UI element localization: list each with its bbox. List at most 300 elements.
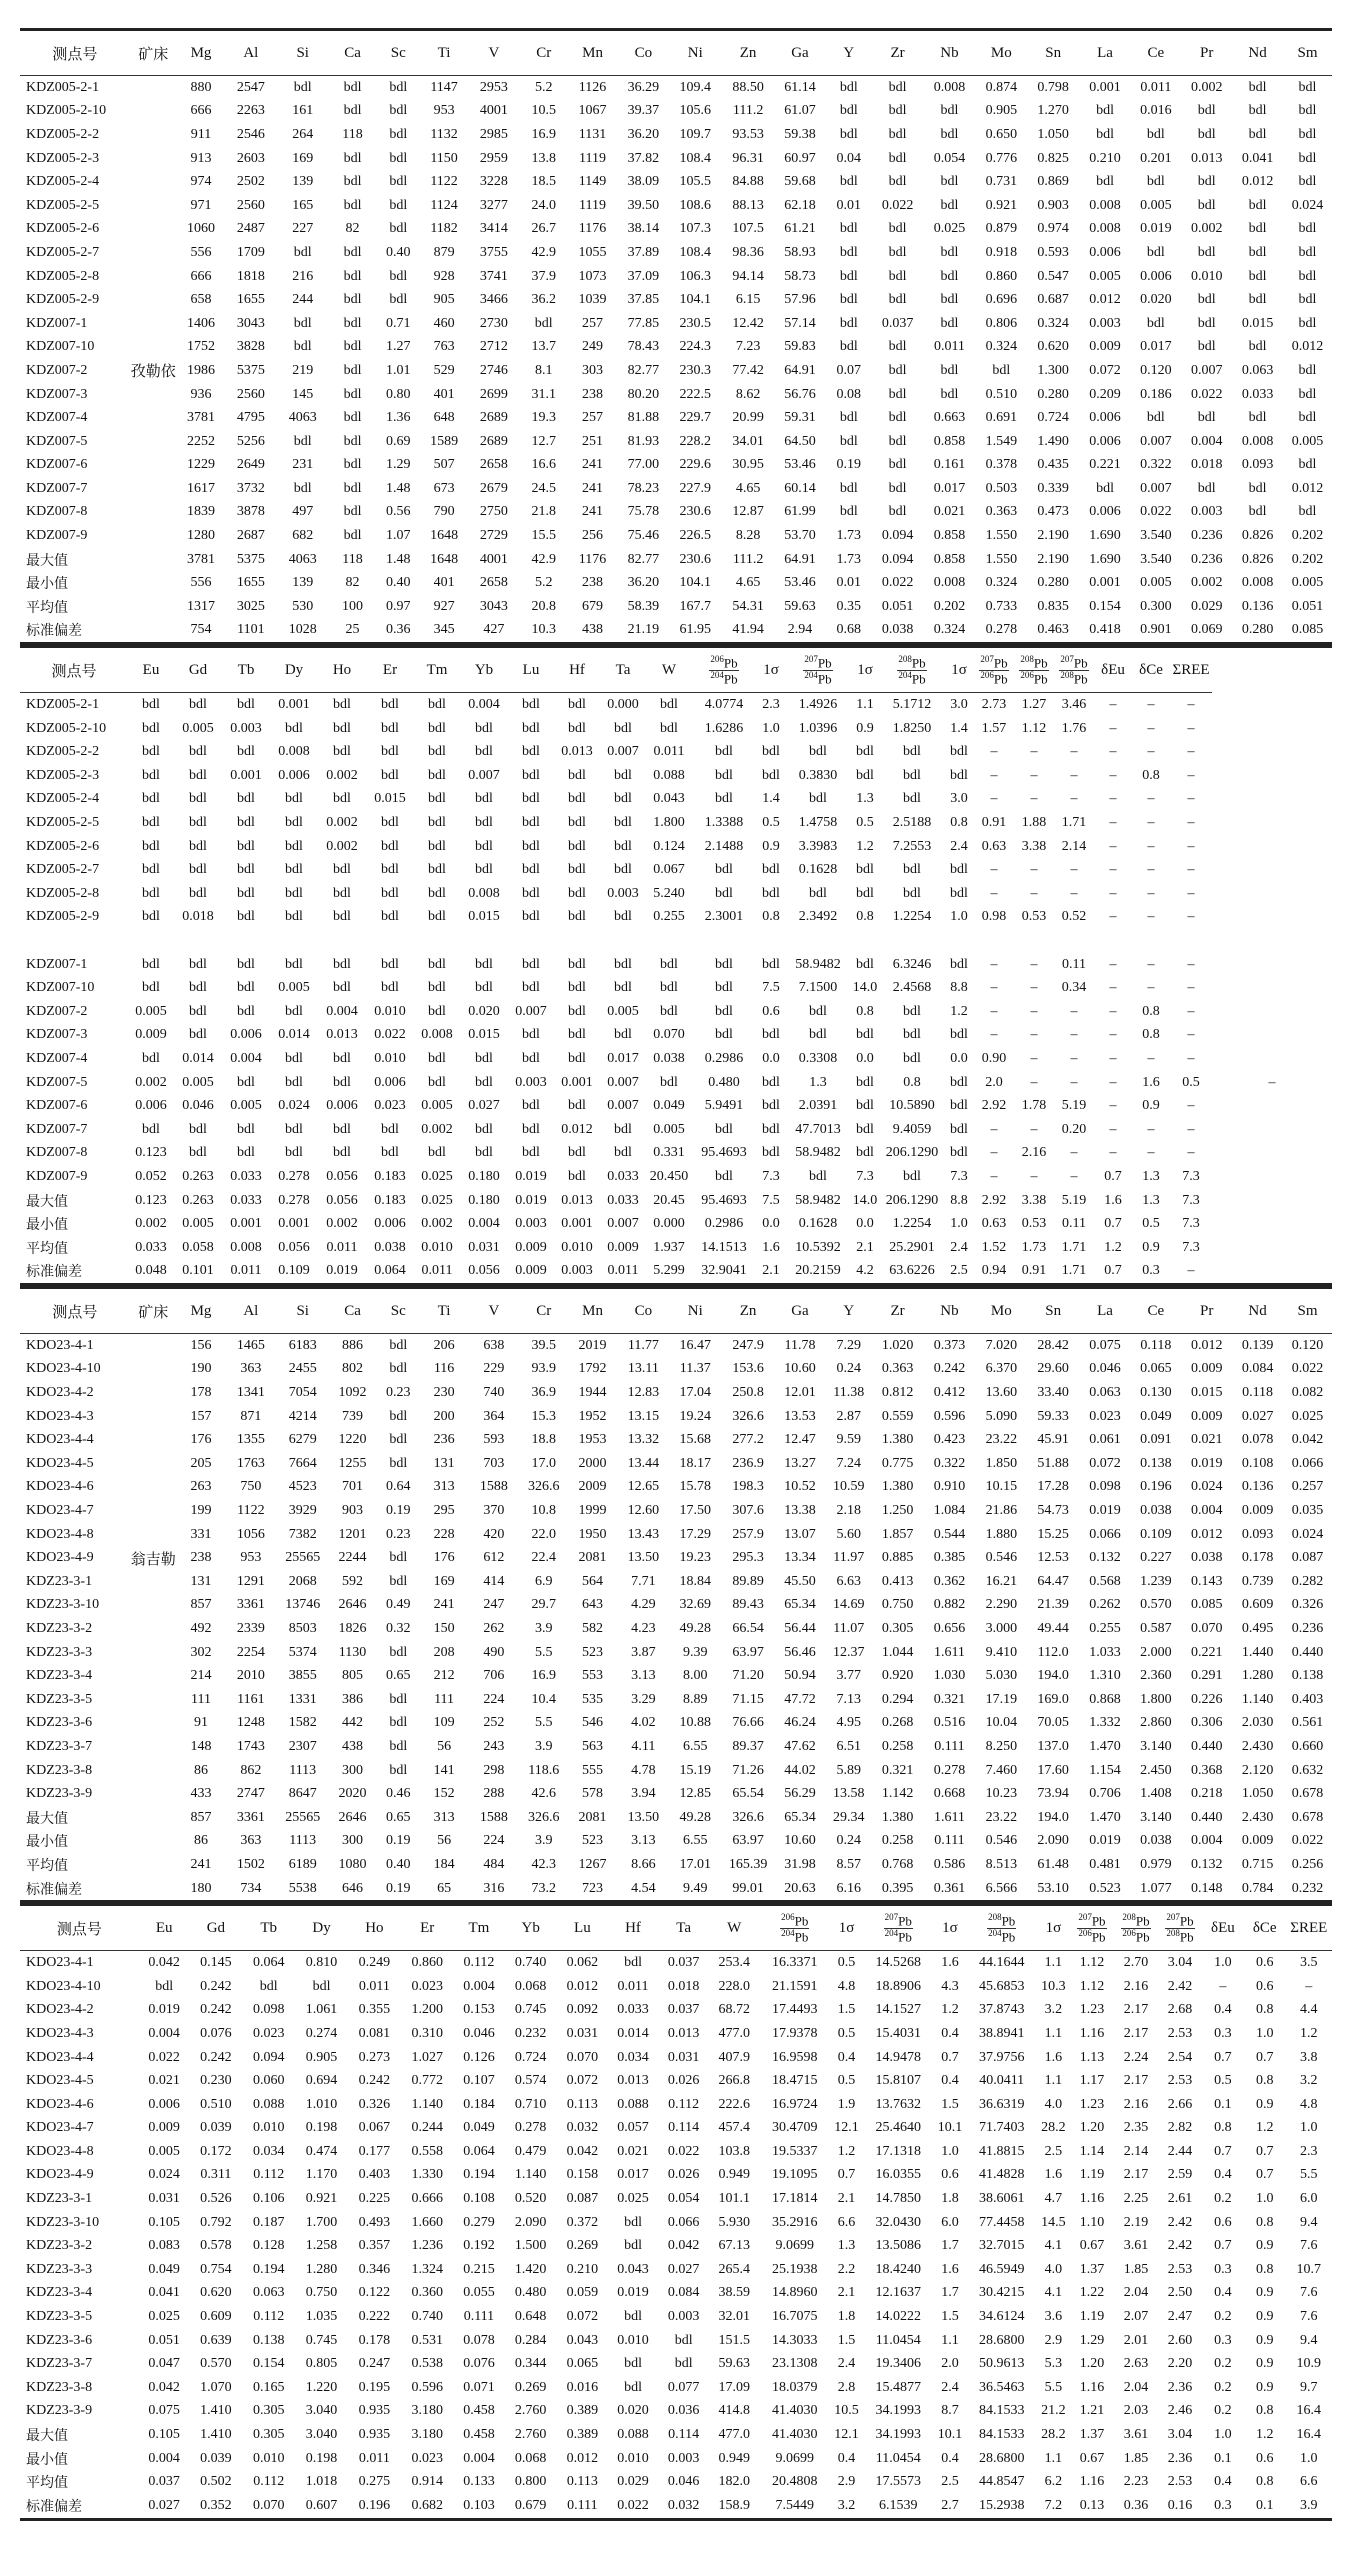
value-cell: 118.6	[528, 1762, 560, 1778]
value-cell: 0.6	[1255, 2450, 1274, 2466]
value-cell: 2.4	[950, 838, 968, 854]
value-cell: bdl	[142, 744, 160, 760]
value-cell: 0.004	[468, 697, 500, 713]
value-cell: 0.609	[1241, 1597, 1274, 1613]
value-cell: 238	[582, 575, 604, 591]
sample-id-cell: KDO23-4-5	[26, 2073, 94, 2089]
value-cell: 1.154	[1089, 1762, 1121, 1778]
table-row	[20, 693, 1332, 717]
value-cell: 23.22	[985, 1809, 1018, 1825]
column-header-gd-2: Gd	[189, 1906, 242, 1951]
column-header-1-14: 1σ	[756, 648, 786, 693]
value-cell: 0.023	[1089, 1408, 1121, 1424]
value-cell: 42.3	[531, 1856, 556, 1872]
value-cell: 8.00	[682, 1668, 708, 1684]
value-cell: 2.190	[1037, 551, 1069, 567]
value-cell: 1.0	[762, 720, 780, 736]
value-cell: 0.066	[1291, 1455, 1324, 1471]
value-cell: 7.6	[1300, 2309, 1318, 2325]
table-row	[20, 1664, 1332, 1688]
value-cell: 1.5	[941, 2309, 959, 2325]
value-cell: 6189	[288, 1856, 317, 1872]
value-cell: 0.001	[278, 697, 310, 713]
value-cell: 0.004	[463, 1978, 495, 1994]
sample-id-cell: 最小值	[26, 577, 68, 593]
value-cell: 1080	[338, 1856, 367, 1872]
value-cell: 2646	[338, 1597, 367, 1613]
value-cell: 0.221	[1190, 1644, 1223, 1660]
value-cell: 0.031	[667, 2049, 700, 2065]
table-row	[20, 1000, 1332, 1024]
value-cell: 0.544	[933, 1526, 966, 1542]
value-cell: 25565	[285, 1550, 321, 1566]
value-cell: bdl	[903, 1168, 921, 1184]
value-cell: 5.5	[534, 1715, 553, 1731]
value-cell: 2646	[338, 1809, 367, 1825]
column-header-sc-6: Sc	[376, 1289, 421, 1334]
value-cell: 0.033	[135, 1239, 167, 1255]
value-cell: 0.278	[933, 1762, 966, 1778]
value-cell: 7054	[288, 1385, 317, 1401]
value-cell: 10.60	[784, 1833, 816, 1849]
column-header-col-1: 矿床	[130, 31, 177, 76]
value-cell: 4.3	[941, 1978, 959, 1994]
value-cell: 2.8	[837, 2379, 856, 2395]
value-cell: 1.0	[950, 909, 968, 925]
value-cell: 2.42	[1167, 2238, 1193, 2254]
value-cell: 0.002	[326, 1216, 358, 1232]
value-cell: 0.111	[934, 1738, 965, 1754]
value-cell: bdl	[809, 744, 827, 760]
value-cell: bdl	[856, 885, 874, 901]
value-cell: 0.138	[1291, 1668, 1324, 1684]
value-cell: 0.324	[933, 622, 966, 638]
value-cell: 2.47	[1167, 2309, 1193, 2325]
value-cell: 0.067	[653, 862, 685, 878]
value-cell: bdl	[522, 1027, 540, 1043]
value-cell: 2746	[479, 362, 508, 378]
value-cell: bdl	[237, 909, 255, 925]
value-cell: 2455	[288, 1361, 317, 1377]
value-cell: 0.118	[1242, 1385, 1274, 1401]
table-row	[20, 383, 1332, 407]
value-cell: bdl	[903, 1027, 921, 1043]
value-cell: 0.109	[278, 1263, 310, 1279]
column-header-nd-23: Nd	[1232, 31, 1283, 76]
value-cell: 2.53	[1167, 2261, 1193, 2277]
value-cell: bdl	[1146, 315, 1165, 331]
value-cell: 224	[483, 1833, 505, 1849]
column-header-mn-10: Mn	[567, 1289, 618, 1334]
value-cell: 28.42	[1037, 1337, 1069, 1353]
column-header-nd-23: Nd	[1232, 1289, 1283, 1334]
value-cell: 93.9	[531, 1361, 556, 1377]
sample-id-cell: KDZ007-8	[26, 504, 88, 520]
value-cell: bdl	[389, 1550, 408, 1566]
value-cell: 2.17	[1123, 2002, 1149, 2018]
sample-id-cell: 平均值	[26, 1858, 68, 1874]
value-cell: bdl	[389, 268, 408, 284]
value-cell: 0.322	[933, 1455, 966, 1471]
value-cell: 9.0699	[775, 2450, 815, 2466]
value-cell: bdl	[839, 480, 858, 496]
value-cell: 0.008	[230, 1239, 262, 1255]
column-header-sn-19: Sn	[1027, 1289, 1080, 1334]
value-cell: 0.6	[941, 2167, 959, 2183]
value-cell: 11.0454	[875, 2450, 921, 2466]
value-cell: 10.60	[784, 1361, 816, 1377]
value-cell: 41.8815	[978, 2143, 1025, 2159]
value-cell: bdl	[389, 79, 408, 95]
value-cell: 363	[240, 1361, 262, 1377]
value-cell: 17.01	[679, 1856, 711, 1872]
value-cell: 0.322	[1140, 457, 1172, 473]
value-cell: bdl	[333, 885, 351, 901]
value-cell: 1280	[187, 528, 216, 544]
value-cell: bdl	[950, 885, 968, 901]
value-cell: 0.209	[1089, 386, 1121, 402]
value-cell: 67.13	[718, 2238, 751, 2254]
value-cell: 11.37	[679, 1361, 711, 1377]
value-cell: 112.0	[1037, 1644, 1069, 1660]
value-cell: 2.66	[1167, 2096, 1193, 2112]
value-cell: 8.57	[836, 1856, 862, 1872]
value-cell: 45.50	[784, 1573, 816, 1589]
column-header-mo-18: Mo	[976, 1289, 1027, 1334]
value-cell: 0.874	[985, 79, 1018, 95]
value-cell: 105.6	[679, 103, 711, 119]
value-cell: bdl	[343, 339, 362, 355]
value-cell: 0.905	[985, 103, 1018, 119]
value-cell: bdl	[522, 838, 540, 854]
value-cell: 1.71	[1061, 1239, 1087, 1255]
column-header-zn-13: Zn	[722, 31, 775, 76]
value-cell: 1176	[578, 551, 607, 567]
value-cell: bdl	[715, 744, 733, 760]
table-row	[20, 265, 1332, 289]
value-cell: 78.23	[627, 480, 660, 496]
value-cell: 3.180	[411, 2403, 443, 2419]
column-header-ta-11: Ta	[600, 648, 646, 693]
value-cell: 0.19	[386, 1503, 411, 1519]
table-row	[20, 858, 1332, 882]
value-cell: 8.66	[631, 1856, 656, 1872]
sample-id-cell: 最小值	[26, 2452, 68, 2468]
value-cell: 0.221	[1089, 457, 1121, 473]
value-cell: 54.31	[732, 598, 764, 614]
table-row	[20, 1951, 1332, 1975]
value-cell: 241	[582, 504, 604, 520]
deposit-cell	[130, 1853, 177, 1877]
value-cell: bdl	[343, 315, 362, 331]
value-cell: 12.7	[531, 433, 556, 449]
value-cell: 2.4	[950, 1239, 968, 1255]
value-cell: 1.410	[200, 2403, 232, 2419]
value-cell: –	[1187, 1121, 1195, 1137]
value-cell: bdl	[428, 838, 446, 854]
value-cell: 1.6	[941, 1955, 959, 1971]
value-cell: 2603	[236, 150, 265, 166]
value-cell: 0.687	[1037, 292, 1069, 308]
value-cell: 313	[433, 1479, 455, 1495]
value-cell: 1655	[236, 292, 265, 308]
value-cell: bdl	[1096, 103, 1114, 119]
value-cell: 0.091	[1140, 1432, 1172, 1448]
value-cell: 0.305	[252, 2427, 285, 2443]
value-cell: 20.8	[531, 598, 556, 614]
value-cell: 0.4	[941, 2025, 959, 2041]
table-row	[20, 2258, 1332, 2282]
value-cell: 0.004	[148, 2025, 180, 2041]
value-cell: bdl	[189, 815, 207, 831]
value-cell: 300	[342, 1833, 364, 1849]
table-row	[20, 1024, 1332, 1048]
value-cell: 3.9	[534, 1621, 553, 1637]
value-cell: 58.39	[627, 598, 660, 614]
sample-id-cell: KDZ005-2-5	[26, 197, 100, 213]
value-cell: bdl	[809, 791, 827, 807]
value-cell: 1.800	[1140, 1691, 1172, 1707]
value-cell: 1.85	[1123, 2261, 1149, 2277]
value-cell: 3.540	[1140, 551, 1172, 567]
value-cell: 0.054	[933, 150, 966, 166]
sample-id-cell: KDZ007-2	[26, 362, 88, 378]
value-cell: 3929	[288, 1503, 317, 1519]
value-cell: bdl	[614, 720, 632, 736]
value-cell: bdl	[381, 697, 399, 713]
value-cell: 2560	[236, 386, 265, 402]
header-row	[20, 1289, 1332, 1334]
value-cell: 0.004	[148, 2450, 180, 2466]
value-cell: 42.9	[531, 244, 556, 260]
value-cell: 1.170	[305, 2167, 338, 2183]
value-cell: 111	[191, 1691, 211, 1707]
value-cell: 0.013	[617, 2073, 649, 2089]
table-row	[20, 1381, 1332, 1405]
value-cell: 0.068	[514, 1978, 547, 1994]
value-cell: 0.5	[762, 815, 780, 831]
value-cell: 0.106	[252, 2191, 285, 2207]
value-cell: bdl	[856, 862, 874, 878]
value-cell: 1355	[236, 1432, 265, 1448]
value-cell: bdl	[285, 1121, 303, 1137]
value-cell: –	[1147, 980, 1155, 996]
sample-id-cell: KDZ23-3-1	[26, 1573, 93, 1589]
sample-id-cell: KDO23-4-6	[26, 2096, 94, 2112]
value-cell: 0.161	[933, 457, 966, 473]
value-cell: 241	[433, 1597, 455, 1613]
value-cell: 5.60	[836, 1526, 862, 1542]
value-cell: 0.029	[1190, 598, 1223, 614]
geochem-table-3	[20, 1289, 1332, 1900]
value-cell: 0.002	[1190, 575, 1223, 591]
value-cell: 936	[190, 386, 212, 402]
value-cell: 0.001	[230, 767, 262, 783]
value-cell: 1.6	[1044, 2167, 1063, 2183]
value-cell: 0.112	[253, 2474, 285, 2490]
value-cell: 0.093	[1241, 457, 1274, 473]
column-header-207pb-206pb-19: $\frac{^{207}Pb}{^{206}Pb}$	[1070, 1906, 1114, 1951]
value-cell: 0.7	[1214, 2238, 1232, 2254]
value-cell: 0.006	[1089, 504, 1121, 520]
deposit-cell	[130, 454, 177, 478]
value-cell: bdl	[614, 909, 632, 925]
value-cell: 0.2	[1214, 2356, 1232, 2372]
value-cell: 0.97	[386, 598, 411, 614]
value-cell: 1.71	[1061, 815, 1087, 831]
value-cell: 555	[582, 1762, 604, 1778]
value-cell: 0.4	[941, 2450, 959, 2466]
value-cell: bdl	[660, 1074, 678, 1090]
value-cell: 7.5449	[775, 2497, 815, 2513]
value-cell: bdl	[1248, 197, 1267, 213]
value-cell: 25	[345, 622, 360, 638]
value-cell: 2.000	[1140, 1644, 1172, 1660]
value-cell: 0.002	[1190, 221, 1223, 237]
value-cell: bdl	[285, 791, 303, 807]
value-cell: bdl	[475, 838, 493, 854]
value-cell: bdl	[475, 956, 493, 972]
value-cell: 4523	[288, 1479, 317, 1495]
value-cell: 0.007	[468, 767, 500, 783]
table-row	[20, 1853, 1332, 1877]
value-cell: 880	[190, 79, 212, 95]
value-cell: 0.682	[411, 2497, 443, 2513]
value-cell: 19.5337	[772, 2143, 818, 2159]
value-cell: bdl	[1197, 410, 1216, 426]
value-cell: 363	[240, 1833, 262, 1849]
value-cell: 0.180	[468, 1192, 500, 1208]
deposit-cell: 翁吉勒	[130, 1551, 176, 1568]
value-cell: 0.020	[468, 1003, 500, 1019]
value-cell: 1.12	[1079, 1955, 1105, 1971]
column-header-er-6: Er	[401, 1906, 454, 1951]
value-cell: 0.300	[1140, 598, 1172, 614]
sample-id-cell: KDZ23-3-5	[26, 2309, 93, 2325]
value-cell: 0.0	[856, 1050, 874, 1066]
value-cell: 903	[342, 1503, 364, 1519]
value-cell: 0.731	[985, 174, 1018, 190]
value-cell: bdl	[343, 244, 362, 260]
value-cell: 0.914	[411, 2474, 443, 2490]
value-cell: 1655	[236, 575, 265, 591]
value-cell: 0.081	[358, 2025, 391, 2041]
value-cell: 0.7	[1214, 2049, 1232, 2065]
value-cell: –	[1070, 1003, 1078, 1019]
sample-id-cell: KDZ007-3	[26, 386, 88, 402]
value-cell: –	[1147, 885, 1155, 901]
value-cell: 0.5	[837, 1955, 856, 1971]
value-cell: 0.311	[200, 2167, 232, 2183]
value-cell: 9.4	[1300, 2214, 1318, 2230]
value-cell: 2699	[479, 386, 508, 402]
value-cell: 12.60	[627, 1503, 660, 1519]
sample-id-cell: KDZ005-2-8	[26, 268, 100, 284]
value-cell: –	[1030, 767, 1038, 783]
value-cell: 0.019	[1140, 221, 1172, 237]
value-cell: 1.800	[653, 815, 685, 831]
value-cell: 8.28	[735, 528, 761, 544]
value-cell: 15.4031	[875, 2025, 921, 2041]
value-cell: –	[1070, 791, 1078, 807]
value-cell: bdl	[428, 862, 446, 878]
value-cell: 0.547	[1037, 268, 1069, 284]
value-cell: 6.3246	[892, 956, 932, 972]
value-cell: 0.005	[1291, 433, 1324, 449]
value-cell: 0.011	[358, 1978, 390, 1994]
value-cell: 56.44	[784, 1621, 816, 1637]
value-cell: 0.124	[653, 838, 685, 854]
value-cell: 131	[433, 1455, 455, 1471]
value-cell: 6.9	[534, 1573, 553, 1589]
value-cell: 0.378	[985, 457, 1018, 473]
value-cell: 886	[342, 1337, 364, 1353]
value-cell: 111.2	[732, 551, 764, 567]
value-cell: 0.502	[200, 2474, 232, 2490]
value-cell: 0.263	[182, 1168, 214, 1184]
value-cell: 238	[582, 386, 604, 402]
sample-id-cell: KDZ23-3-4	[26, 2285, 93, 2301]
column-header-207pb-204pb-15: $\frac{^{207}Pb}{^{204}Pb}$	[863, 1906, 933, 1951]
value-cell: 1.4926	[798, 697, 838, 713]
value-cell: bdl	[189, 744, 207, 760]
value-cell: bdl	[856, 767, 874, 783]
value-cell: 0.903	[1037, 197, 1069, 213]
value-cell: 82.77	[627, 551, 660, 567]
sample-id-cell: KDZ007-3	[26, 1027, 88, 1043]
value-cell: 2009	[578, 1479, 607, 1495]
value-cell: 86	[194, 1762, 209, 1778]
value-cell: 0.059	[566, 2285, 599, 2301]
value-cell: 407.9	[718, 2049, 751, 2065]
value-cell: 0.065	[566, 2356, 599, 2372]
value-cell: bdl	[333, 956, 351, 972]
value-cell: 0.025	[421, 1192, 453, 1208]
column-header-207pb-208pb-21: $\frac{^{207}Pb}{^{208}Pb}$	[1158, 1906, 1202, 1951]
table-row	[20, 2164, 1332, 2188]
value-cell: bdl	[389, 1455, 408, 1471]
value-cell: 3.61	[1123, 2238, 1149, 2254]
value-cell: 0.187	[252, 2214, 285, 2230]
deposit-cell	[130, 1405, 177, 1429]
value-cell: bdl	[522, 956, 540, 972]
sample-id-cell: KDZ007-8	[26, 1145, 88, 1161]
table-row	[20, 1428, 1332, 1452]
value-cell: bdl	[940, 174, 959, 190]
value-cell: 13.8	[531, 150, 556, 166]
value-cell: 0.072	[566, 2073, 599, 2089]
value-cell: 0.048	[135, 1263, 167, 1279]
value-cell: 20.4808	[772, 2474, 818, 2490]
value-cell: 0.060	[252, 2073, 285, 2089]
value-cell: bdl	[674, 2332, 693, 2348]
value-cell: 0.826	[1241, 551, 1274, 567]
value-cell: 0.008	[278, 744, 310, 760]
value-cell: 0.128	[252, 2238, 285, 2254]
value-cell: 7.3	[1182, 1239, 1200, 1255]
deposit-cell	[130, 524, 177, 548]
value-cell: 1.27	[386, 339, 411, 355]
value-cell: 0.064	[252, 1955, 285, 1971]
column-header-lu-9: Lu	[557, 1906, 608, 1951]
value-cell: 0.031	[468, 1239, 500, 1255]
value-cell: –	[1187, 1263, 1195, 1279]
value-cell: bdl	[522, 980, 540, 996]
sample-id-cell: KDZ23-3-10	[26, 1597, 100, 1613]
column-header-zn-13: Zn	[722, 1289, 775, 1334]
value-cell: 0.021	[148, 2073, 180, 2089]
value-cell: bdl	[389, 1738, 408, 1754]
